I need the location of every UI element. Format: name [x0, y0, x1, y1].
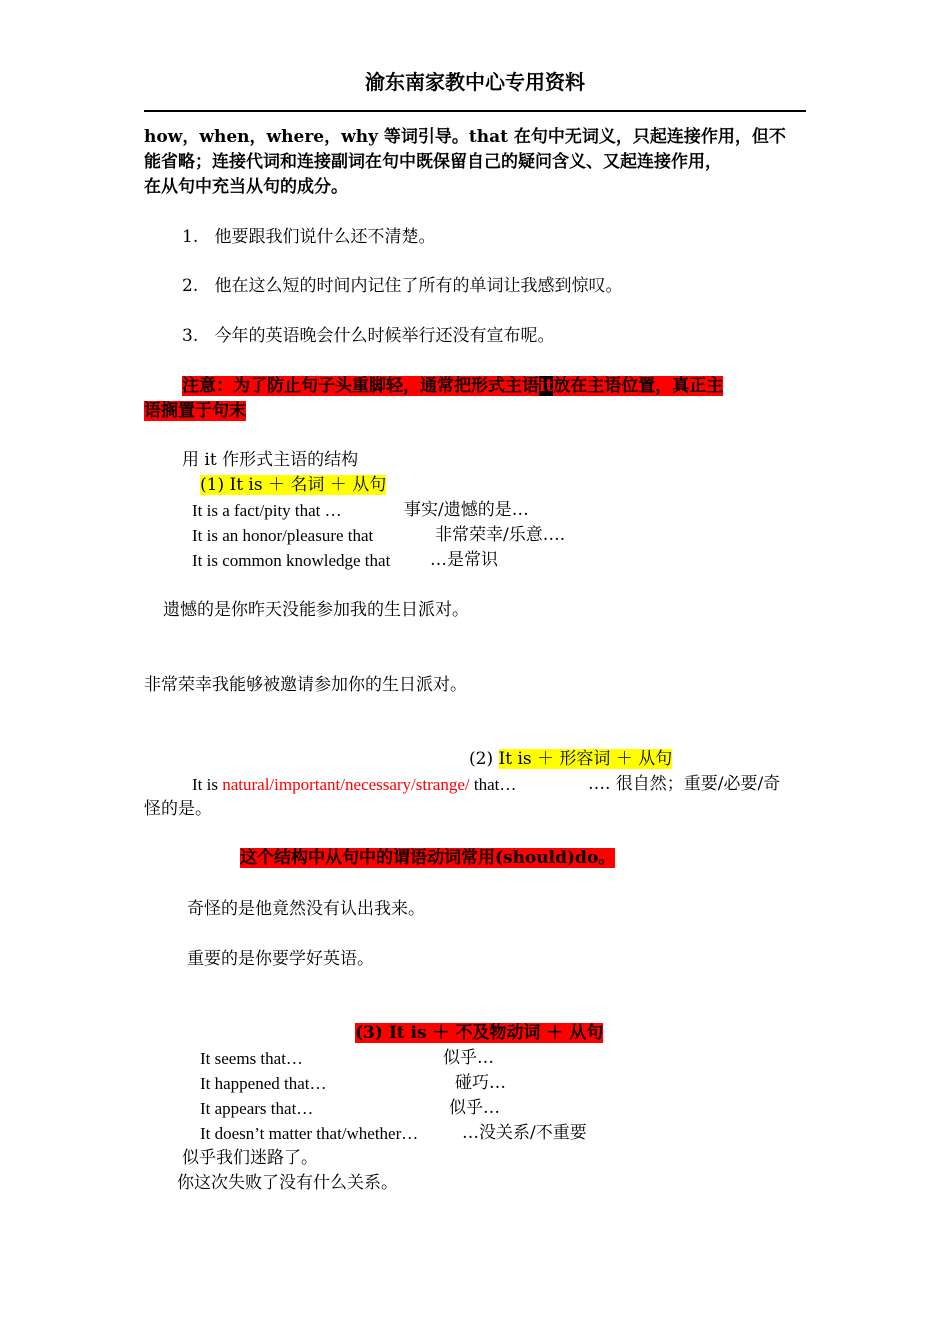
structure2-prefix: (2)	[469, 749, 494, 769]
exercise-number: 3.	[182, 326, 199, 346]
exercise-text: 他要跟我们说什么还不清楚。	[214, 227, 436, 247]
note-part-3: 语搁置于句末	[144, 401, 246, 421]
structure2-line-1	[192, 772, 516, 798]
structure1-row-2-cn: 非常荣幸/乐意….	[435, 525, 566, 545]
exercise-text: 今年的英语晚会什么时候举行还没有宣布呢。	[214, 326, 555, 346]
note-line-2	[144, 399, 246, 424]
note-it: it	[539, 376, 554, 396]
page-title: 渝东南家教中心专用资料	[365, 70, 585, 94]
structure1-example-2: 非常荣幸我能够被邀请参加你的生日派对。	[144, 675, 467, 695]
structure1-row-1-cn: 事实/遗憾的是…	[404, 500, 529, 520]
structure1-row-2-en: It is an honor/pleasure that	[192, 526, 374, 545]
exercise-number: 1.	[182, 227, 199, 247]
structure3-row-3-cn: 似乎…	[449, 1098, 500, 1118]
structure1-row-3-cn: …是常识	[430, 550, 498, 570]
structure1-example-1: 遗憾的是你昨天没能参加我的生日派对。	[163, 600, 469, 620]
note-part-2: 放在主语位置，真正主	[553, 376, 724, 396]
exercise-item-3	[182, 324, 554, 349]
structure3-row-1-cn: 似乎…	[443, 1048, 494, 1068]
structure3-row-3-en: It appears that…	[200, 1099, 314, 1118]
structure1-heading	[200, 473, 386, 498]
header-rule	[144, 110, 806, 112]
exercise-item-1	[182, 225, 435, 250]
structure2-heading-text: It is ＋ 形容词 ＋ 从句	[498, 749, 673, 769]
structure1-row-3-en: It is common knowledge that	[192, 551, 391, 570]
structure3-example-1: 似乎我们迷路了。	[182, 1148, 318, 1168]
exercise-number: 2.	[182, 276, 199, 296]
structure2-example-2: 重要的是你要学好英语。	[187, 949, 374, 969]
structure2-line-end: …. 很自然；重要/必要/奇	[588, 774, 781, 794]
structure2-adjectives: natural/important/necessary/strange/	[222, 775, 470, 794]
structure1-heading-text: (1) It is ＋ 名词 ＋ 从句	[200, 475, 387, 495]
structure3-heading-b: ＋ 不及物动词 ＋ 从句	[432, 1023, 604, 1043]
structure3-row-2-cn: 碰巧…	[455, 1073, 506, 1093]
structure3-row-4-en: It doesn’t matter that/whether…	[200, 1124, 419, 1143]
structure2-line-mid: that…	[469, 775, 517, 794]
intro-line-2: 能省略；连接代词和连接副词在句中既保留自己的疑问含义、又起连接作用，	[144, 152, 722, 172]
section-title: 用 it 作形式主语的结构	[182, 450, 359, 470]
intro-line-1: how，when，where，why 等词引导。that 在句中无词义，只起连接作用，但不	[144, 127, 786, 147]
structure2-example-1: 奇怪的是他竟然没有认出我来。	[187, 899, 425, 919]
structure3-heading	[355, 1021, 603, 1046]
structure2-line-2: 怪的是。	[144, 799, 212, 819]
structure3-row-4-cn: …没关系/不重要	[462, 1123, 587, 1143]
structure3-example-2: 你这次失败了没有什么关系。	[177, 1173, 398, 1193]
note-line-1	[182, 374, 723, 399]
structure3-heading-a: (3) It is	[355, 1023, 433, 1043]
structure3-row-1-en: It seems that…	[200, 1049, 303, 1068]
structure2-line-start: It is	[192, 775, 223, 794]
exercise-text: 他在这么短的时间内记住了所有的单词让我感到惊叹。	[214, 276, 623, 296]
intro-line-3: 在从句中充当从句的成分。	[144, 177, 348, 197]
structure3-row-2-en: It happened that…	[200, 1074, 327, 1093]
structure2-heading	[469, 747, 672, 772]
note-part-1: 注意：为了防止句子头重脚轻，通常把形式主语	[182, 376, 539, 396]
structure2-note	[240, 846, 615, 871]
structure2-note-text: 这个结构中从句中的谓语动词常用(should)do。	[240, 848, 616, 868]
exercise-item-2	[182, 274, 622, 299]
structure1-row-1-en: It is a fact/pity that …	[192, 501, 342, 520]
